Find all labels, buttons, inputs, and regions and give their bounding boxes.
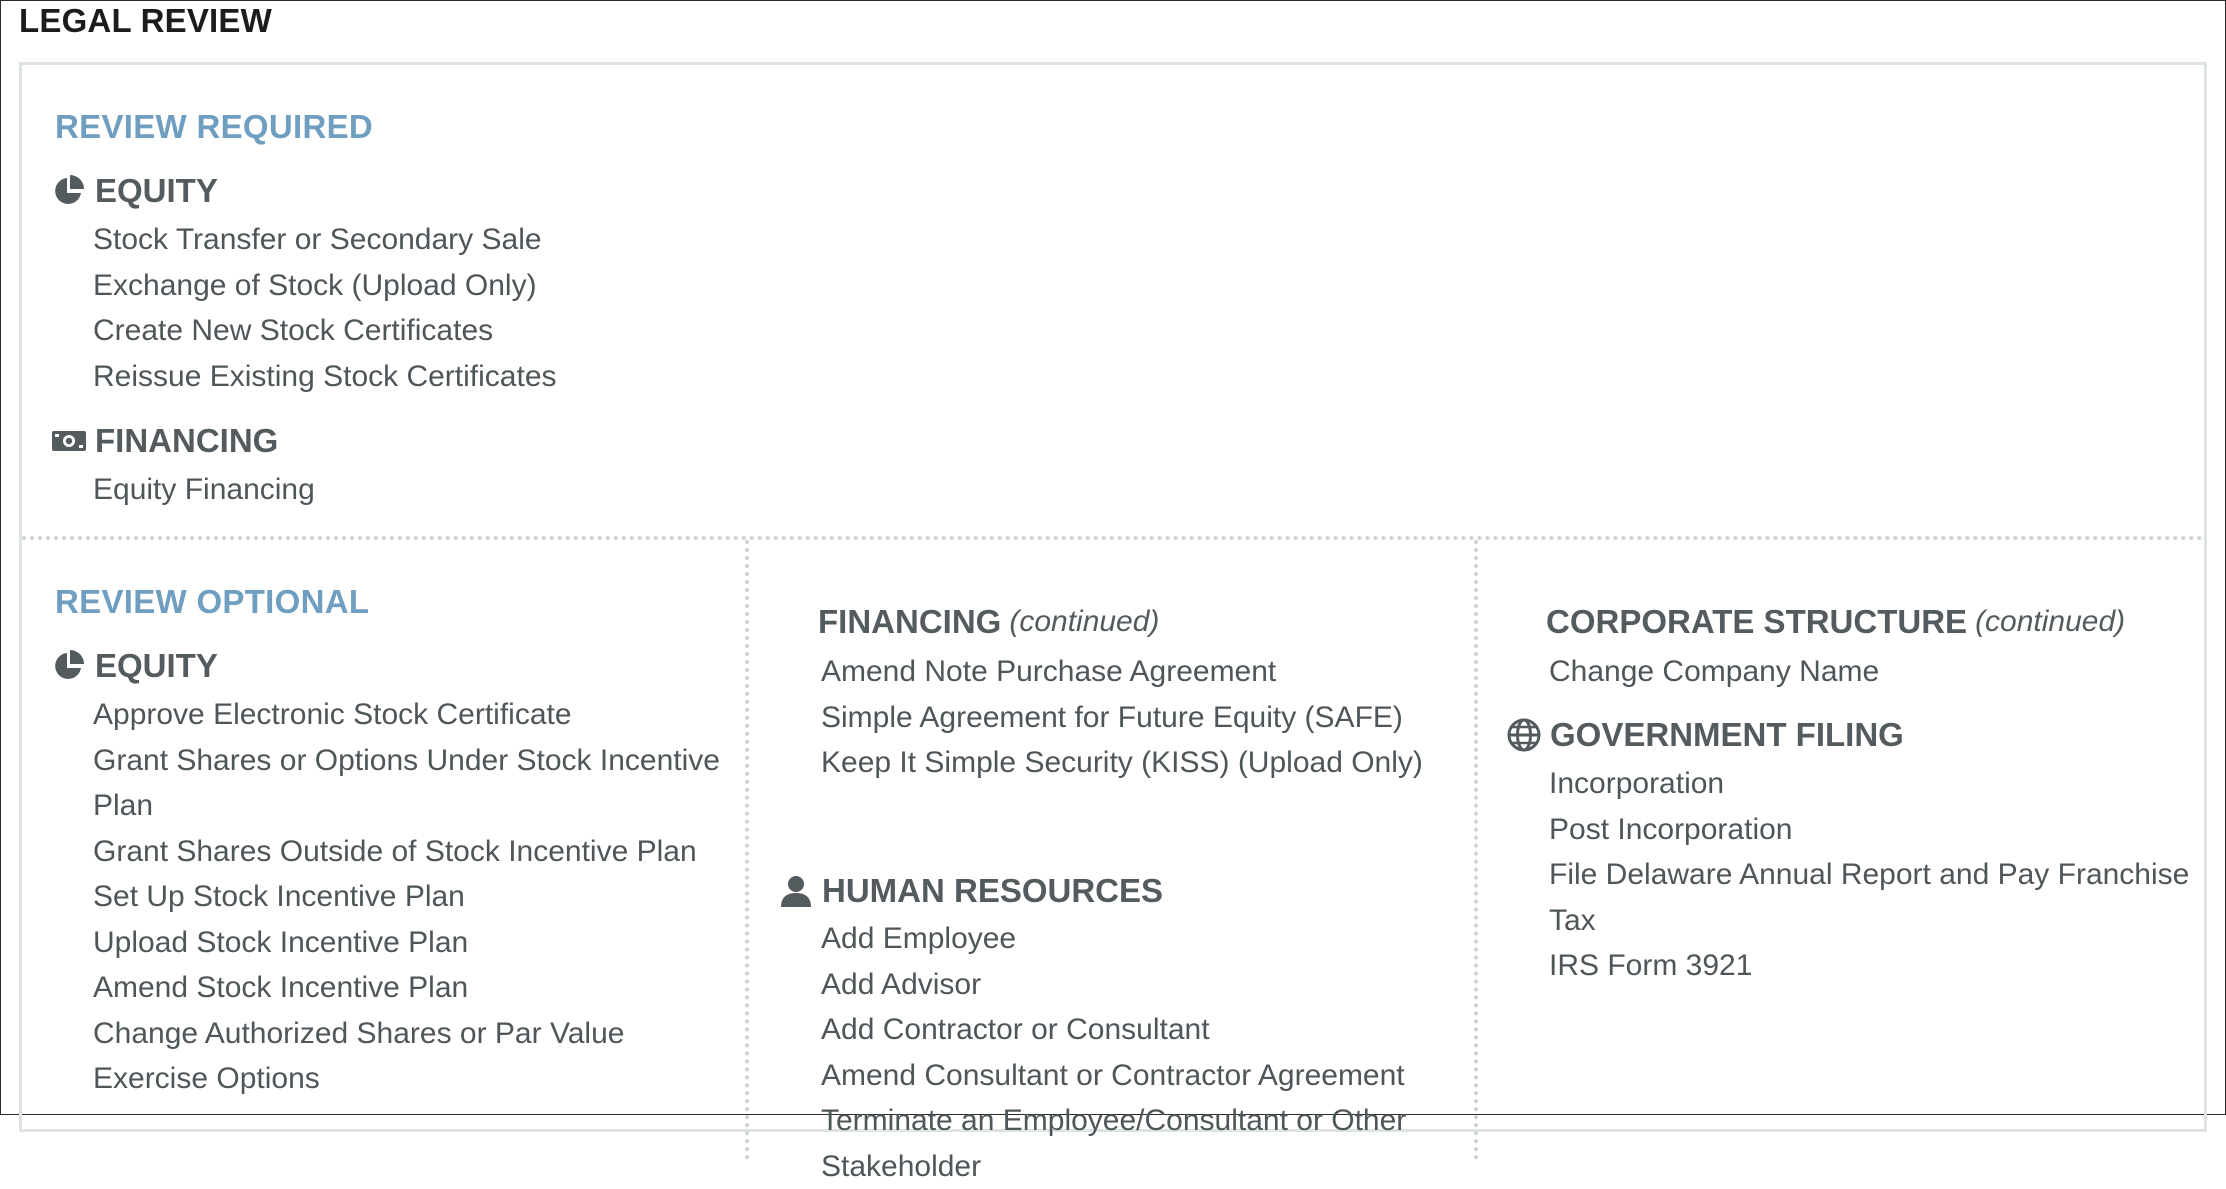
page-title: LEGAL REVIEW — [19, 1, 272, 41]
list-item[interactable]: Amend Note Purchase Agreement — [821, 649, 1423, 695]
list-item[interactable]: Set Up Stock Incentive Plan — [93, 874, 720, 920]
list-item[interactable]: Add Employee — [821, 916, 1406, 962]
required-equity-label: EQUITY — [95, 171, 218, 211]
list-item[interactable]: Grant Shares or Options Under Stock Incentive — [93, 738, 720, 784]
corporate-structure-continued-list — [1549, 649, 1879, 695]
list-item[interactable]: Reissue Existing Stock Certificates — [93, 354, 557, 400]
list-item[interactable]: File Delaware Annual Report and Pay Franchise — [1549, 852, 2189, 898]
human-resources-list — [821, 916, 1406, 1189]
review-optional-heading: REVIEW OPTIONAL — [55, 582, 369, 622]
user-icon — [778, 873, 814, 909]
government-filing-category — [1506, 715, 1904, 755]
list-item[interactable]: Upload Stock Incentive Plan — [93, 920, 720, 966]
financing-continued-list — [821, 649, 1423, 786]
column-divider — [1474, 540, 1478, 1160]
pie-chart-icon — [51, 173, 87, 209]
list-item[interactable]: Grant Shares Outside of Stock Incentive Plan — [93, 829, 720, 875]
review-required-heading: REVIEW REQUIRED — [55, 107, 373, 147]
required-equity-category — [51, 171, 218, 211]
list-item[interactable]: Amend Consultant or Contractor Agreement — [821, 1053, 1406, 1099]
list-item[interactable]: Stakeholder — [821, 1144, 1406, 1189]
list-item[interactable]: Exercise Options — [93, 1056, 720, 1102]
review-required-section — [22, 65, 2204, 537]
list-item[interactable]: Change Company Name — [1549, 649, 1879, 695]
continued-suffix: (continued) — [1975, 602, 2125, 642]
money-bill-icon — [51, 423, 87, 459]
list-item[interactable]: Tax — [1549, 898, 2189, 944]
list-item[interactable]: Incorporation — [1549, 761, 2189, 807]
list-item[interactable]: Plan — [93, 783, 720, 829]
optional-equity-category — [51, 646, 218, 686]
column-divider — [745, 540, 749, 1160]
section-divider — [22, 536, 2204, 540]
human-resources-category — [778, 871, 1163, 911]
list-item[interactable]: IRS Form 3921 — [1549, 943, 2189, 989]
legal-review-panel — [19, 62, 2207, 1132]
list-item[interactable]: Equity Financing — [93, 467, 315, 513]
required-financing-category — [51, 421, 278, 461]
list-item[interactable]: Exchange of Stock (Upload Only) — [93, 263, 557, 309]
required-equity-list — [93, 217, 557, 399]
financing-continued-category — [818, 602, 1159, 642]
corporate-structure-continued-label: CORPORATE STRUCTURE — [1546, 602, 1967, 642]
pie-chart-icon — [51, 648, 87, 684]
list-item[interactable]: Stock Transfer or Secondary Sale — [93, 217, 557, 263]
government-filing-label: GOVERNMENT FILING — [1550, 715, 1904, 755]
corporate-structure-continued-category — [1546, 602, 2125, 642]
list-item[interactable]: Create New Stock Certificates — [93, 308, 557, 354]
continued-suffix: (continued) — [1009, 602, 1159, 642]
financing-continued-label: FINANCING — [818, 602, 1001, 642]
list-item[interactable]: Terminate an Employee/Consultant or Other — [821, 1098, 1406, 1144]
required-financing-list — [93, 467, 315, 513]
optional-equity-label: EQUITY — [95, 646, 218, 686]
optional-equity-list — [93, 692, 720, 1102]
list-item[interactable]: Amend Stock Incentive Plan — [93, 965, 720, 1011]
list-item[interactable]: Change Authorized Shares or Par Value — [93, 1011, 720, 1057]
globe-icon — [1506, 717, 1542, 753]
government-filing-list — [1549, 761, 2189, 989]
list-item[interactable]: Simple Agreement for Future Equity (SAFE) — [821, 695, 1423, 741]
required-financing-label: FINANCING — [95, 421, 278, 461]
list-item[interactable]: Add Advisor — [821, 962, 1406, 1008]
human-resources-label: HUMAN RESOURCES — [822, 871, 1163, 911]
list-item[interactable]: Post Incorporation — [1549, 807, 2189, 853]
list-item[interactable]: Approve Electronic Stock Certificate — [93, 692, 720, 738]
list-item[interactable]: Keep It Simple Security (KISS) (Upload Only) — [821, 740, 1423, 786]
list-item[interactable]: Add Contractor or Consultant — [821, 1007, 1406, 1053]
